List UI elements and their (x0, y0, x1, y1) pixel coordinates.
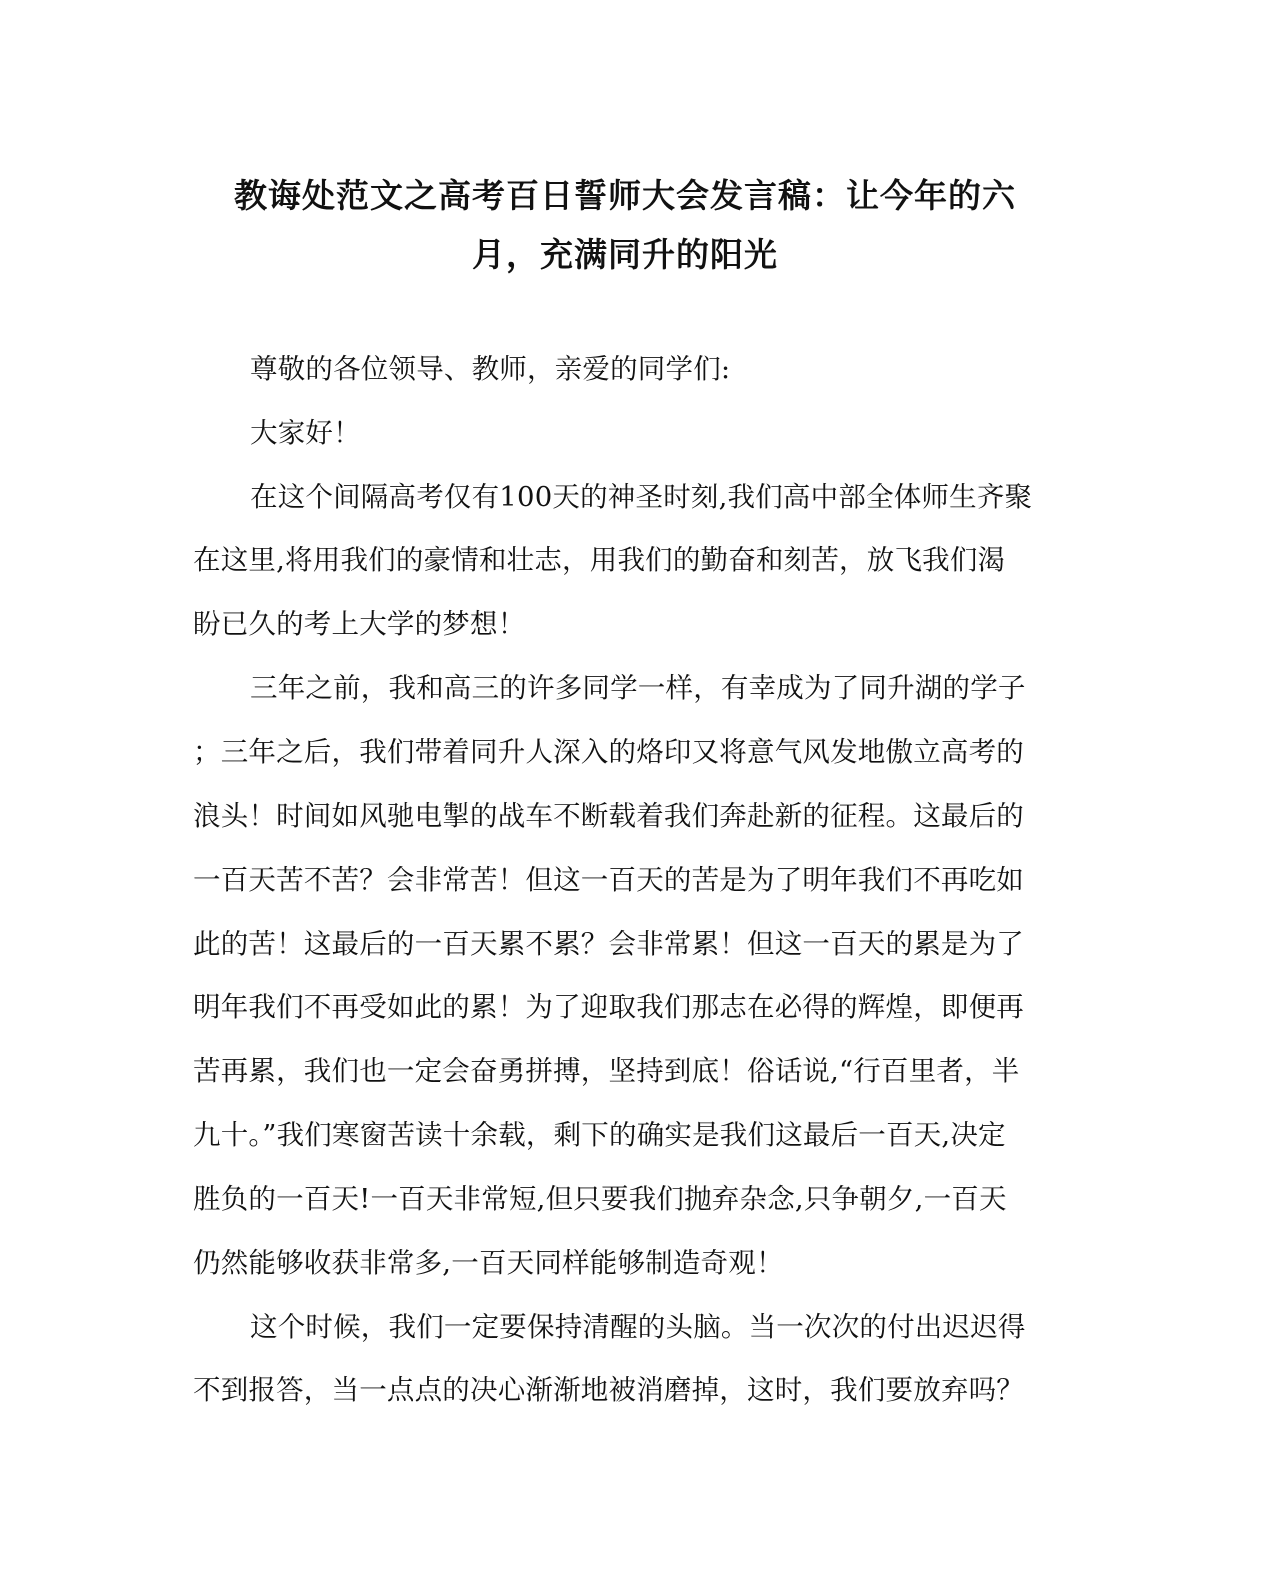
paragraph-2-line-3: 浪头！时间如风驰电掣的战车不断载着我们奔赴新的征程。这最后的 (193, 800, 1024, 832)
paragraph-2-line-2: ；三年之后，我们带着同升人深入的烙印又将意气风发地傲立高考的 (193, 736, 1024, 768)
paragraph-2-line-6: 明年我们不再受如此的累！为了迎取我们那志在必得的辉煌，即便再 (193, 991, 1024, 1023)
paragraph-1-line-1: 在这个间隔高考仅有100天的神圣时刻,我们高中部全体师生齐聚 (250, 481, 1033, 513)
paragraph-2-line-1: 三年之前，我和高三的许多同学一样，有幸成为了同升湖的学子 (250, 672, 1026, 704)
paragraph-2-line-10: 仍然能够收获非常多,一百天同样能够制造奇观！ (193, 1247, 784, 1279)
paragraph-2-line-7: 苦再累，我们也一定会奋勇拼搏，坚持到底！俗话说,“行百里者，半 (193, 1055, 1020, 1087)
paragraph-3-line-2: 不到报答，当一点点的决心渐渐地被消磨掉，这时，我们要放弃吗？ (193, 1374, 1024, 1406)
paragraph-2-line-8: 九十。”我们寒窗苦读十余载，剩下的确实是我们这最后一百天,决定 (193, 1119, 1006, 1151)
paragraph-2-line-9: 胜负的一百天!一百天非常短,但只要我们抛弃杂念,只争朝夕,一百天 (193, 1183, 1007, 1215)
paragraph-3-line-1: 这个时候，我们一定要保持清醒的头脑。当一次次的付出迟迟得 (250, 1311, 1026, 1343)
title-line-1: 教诲处范文之高考百日誓师大会发言稿：让今年的六 (234, 176, 1016, 215)
paragraph-2-line-4: 一百天苦不苦？会非常苦！但这一百天的苦是为了明年我们不再吃如 (193, 864, 1024, 896)
paragraph-2-line-5: 此的苦！这最后的一百天累不累？会非常累！但这一百天的累是为了 (193, 928, 1024, 960)
greeting: 大家好！ (250, 417, 361, 449)
title-line-2: 月，充满同升的阳光 (472, 235, 778, 274)
salutation: 尊敬的各位领导、教师，亲爱的同学们: (250, 353, 731, 385)
document-title (190, 166, 1060, 284)
paragraph-1-line-2: 在这里,将用我们的豪情和壮志，用我们的勤奋和刻苦，放飞我们渴 (193, 544, 1006, 576)
paragraph-1-line-3: 盼已久的考上大学的梦想！ (193, 608, 526, 640)
